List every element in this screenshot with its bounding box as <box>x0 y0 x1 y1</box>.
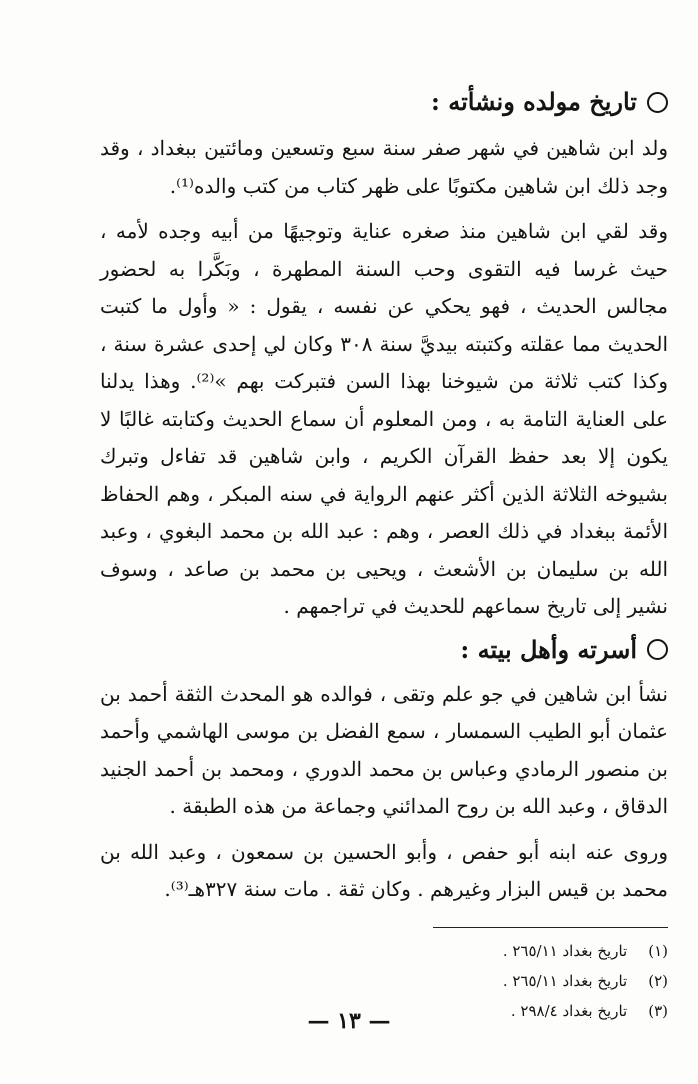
circle-bullet-icon <box>647 92 668 113</box>
paragraph: وروى عنه ابنه أبو حفص ، وأبو الحسين بن سمعون ، وعبد الله بن محمد بن قيس البزار وغيرهم . وكان ثقة . مات سنة ٣٢٧هـ⁽³⁾. <box>100 839 668 901</box>
paragraph: وقد لقي ابن شاهين منذ صغره عناية وتوجيهًا من أبيه وجده لأمه ، حيث غرسا فيه التقوى وحب السنة المطهرة ، وبَكَّرا به لحضور مجالس الحديث ، فهو يحكي عن نفسه ، يقول : « وأول ما كتبت الحديث مما عقلته وكتبته بيديَّ سنة ٣٠٨ وكان لي إحدى عشرة سنة ، وكذا كتب ثلاثة من شيوخنا بهذا السن فتبركت بهم »⁽²⁾. وهذا يدلنا على العناية التامة به ، ومن المعلوم أن سماع الحديث وكتابته غالبًا لا يكون إلا بعد حفظ القرآن الكريم ، وابن شاهين قد تفاءل وتبرك بشيوخه الثلاثة الذين أكثر عنهم الرواية في سنه المبكر ، وهم الحفاظ الأئمة ببغداد في ذلك العصر ، وهم : عبد الله بن محمد البغوي ، وعبد الله بن سليمان بن الأشعث ، ويحيى بن محمد بن صاعد ، وسوف نشير إلى تاريخ سماعهم للحديث في تراجمهم . <box>100 219 669 618</box>
footnote-number: (٣) <box>648 1001 668 1020</box>
footnote-text: تاريخ بغداد ٢٦٥/١١ . <box>502 971 628 990</box>
footnote-text: تاريخ بغداد ٢٦٥/١١ . <box>502 941 628 960</box>
footnote-item <box>100 966 668 996</box>
heading-text: أسرته وأهل بيته : <box>460 634 637 664</box>
page-number: — ١٣ — <box>307 1008 391 1034</box>
footnote-text: تاريخ بغداد ٢٩٨/٤ . <box>510 1001 628 1020</box>
section-heading <box>100 80 668 124</box>
page-content <box>100 80 668 1026</box>
paragraph: ولد ابن شاهين في شهر صفر سنة سبع وتسعين ومائتين ببغداد ، وقد وجد ذلك ابن شاهين مكتوبًا على ظهر كتاب من كتب والده⁽¹⁾. <box>100 136 668 198</box>
section-body <box>100 130 668 626</box>
footnote-item <box>100 936 668 966</box>
footnote-number: (١) <box>648 941 668 960</box>
heading-text: تاريخ مولده ونشأته : <box>431 87 637 116</box>
circle-bullet-icon <box>647 639 668 660</box>
section-body <box>100 676 668 909</box>
footnote-divider <box>433 927 668 928</box>
footnote-number: (٢) <box>648 971 668 990</box>
paragraph: نشأ ابن شاهين في جو علم وتقى ، فوالده هو المحدث الثقة أحمد بن عثمان أبو الطيب السمسار ، سمع الفضل بن موسى الهاشمي وأحمد بن منصور الرمادي وعباس بن محمد الدوري ، ومحمد بن أحمد الجنيد الدقاق ، وعبد الله بن روح المدائني وجماعة من هذه الطبقة . <box>100 681 668 818</box>
section-heading <box>100 628 668 672</box>
